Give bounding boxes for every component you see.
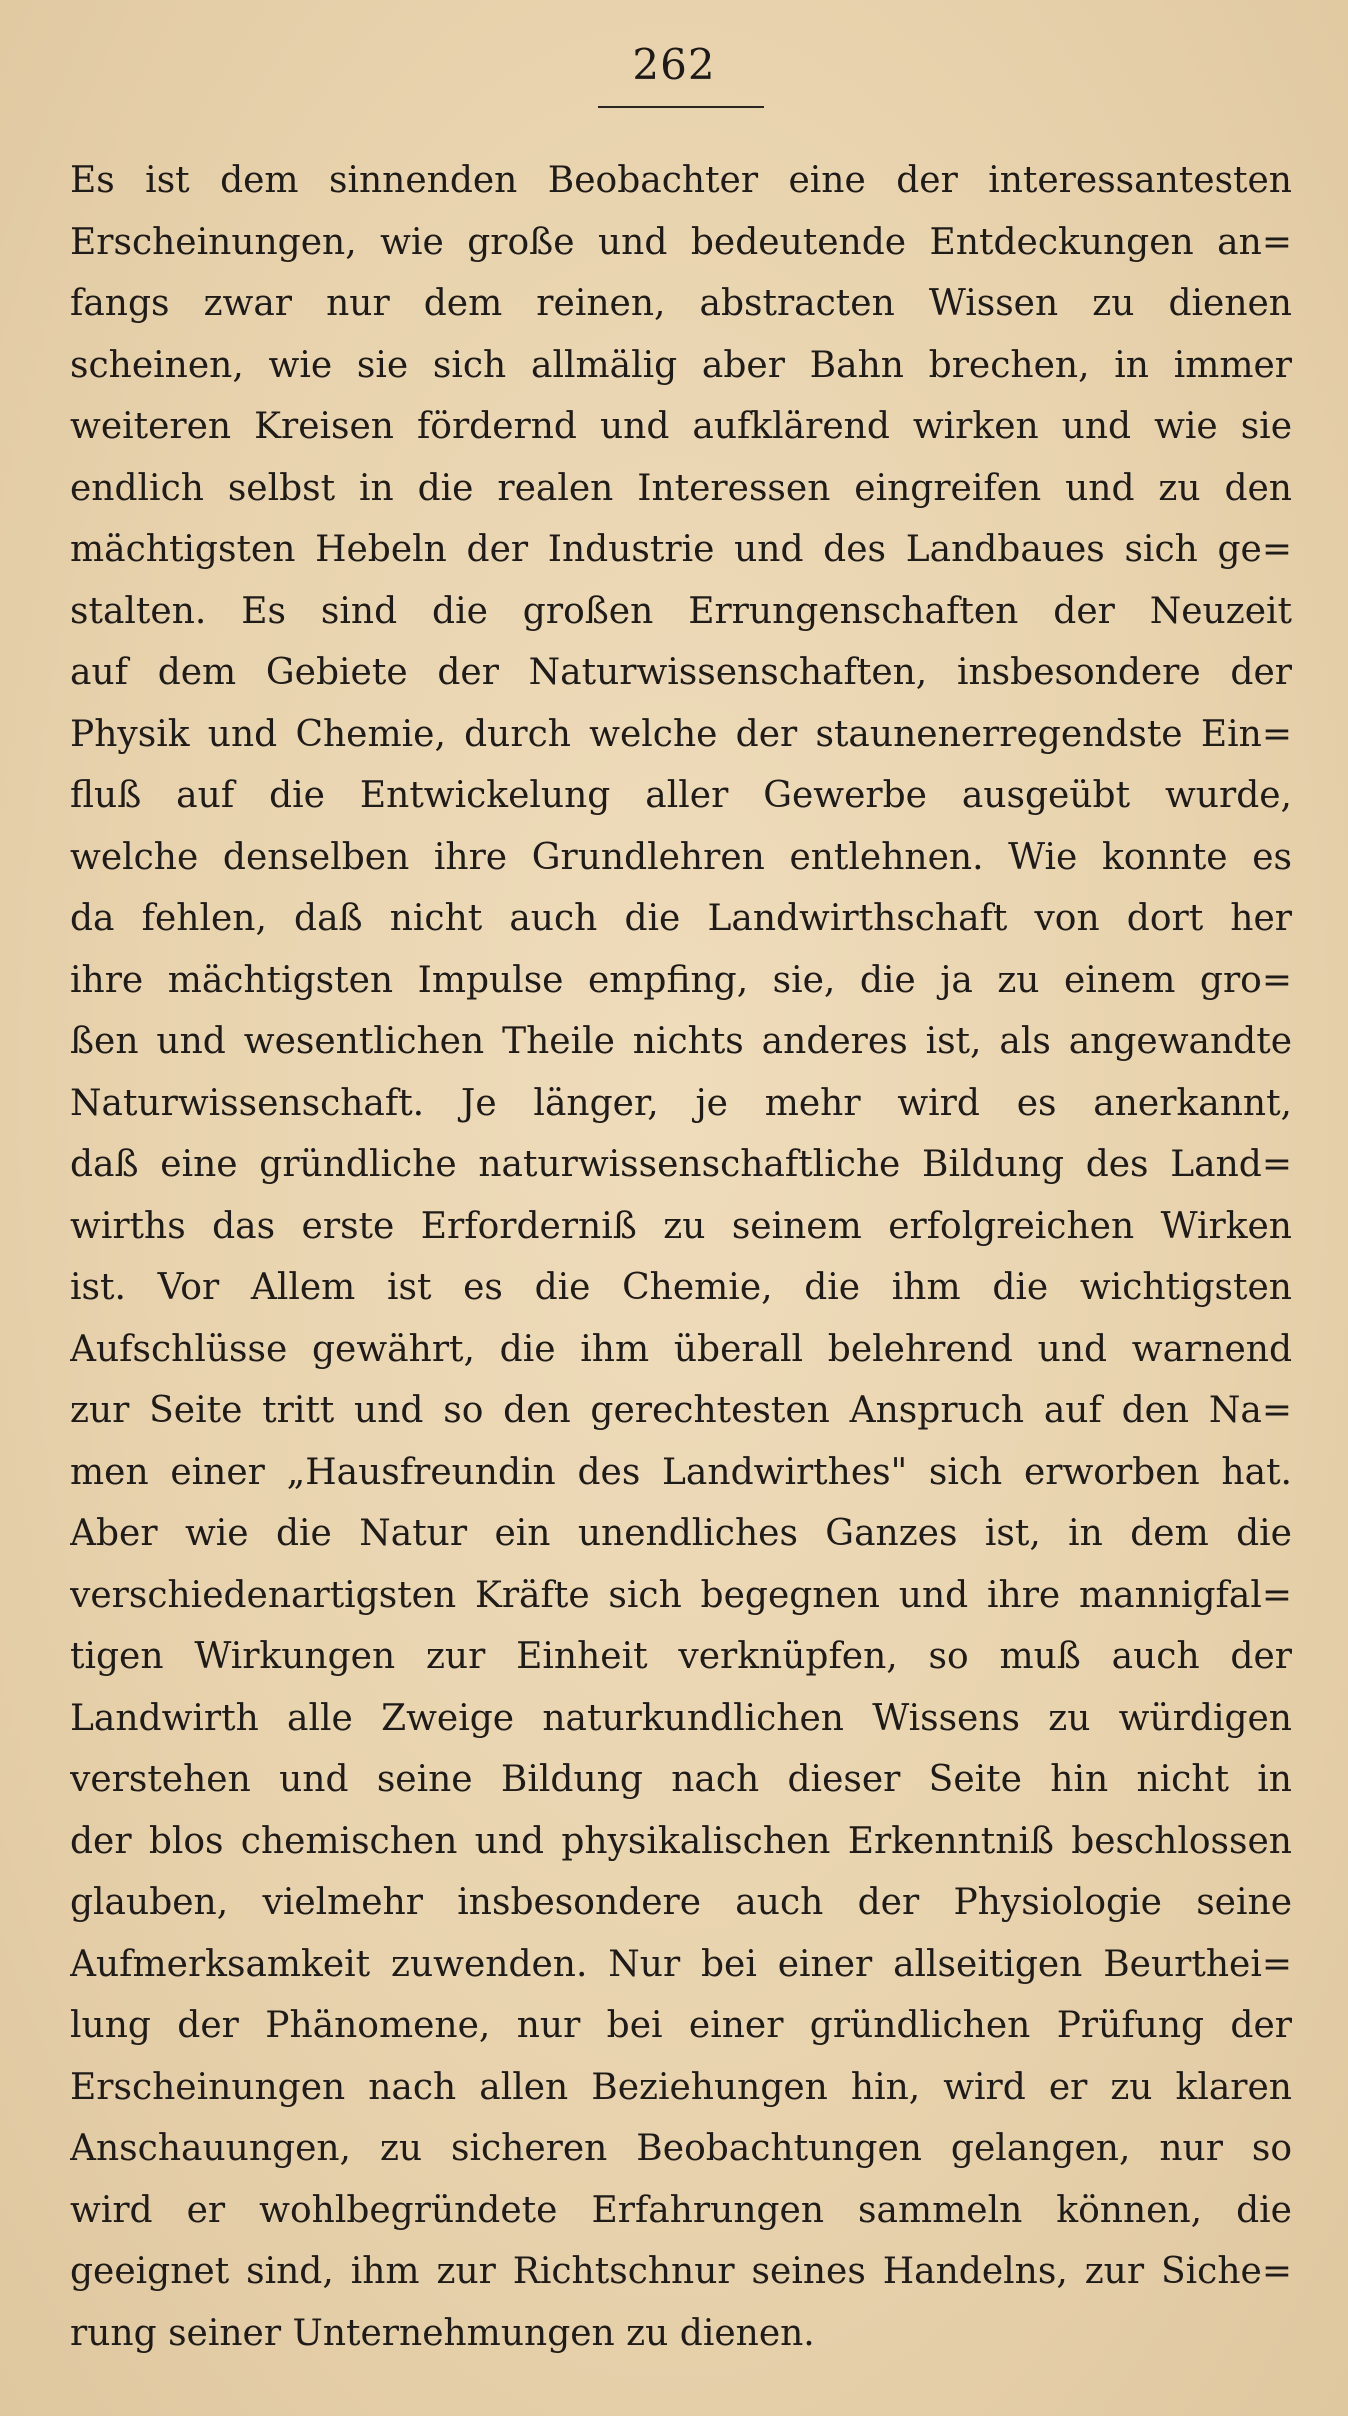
text-line: Anschauungen, zu sicheren Beobachtungen gelangen, nur so [70,2128,1292,2169]
text-line: Aufschlüsse gewährt, die ihm überall belehrend und warnend [70,1328,1292,1370]
text-line: Es ist dem sinnenden Beobachter eine der interessantesten [70,160,1292,201]
text-line: Landwirth alle Zweige naturkundlichen Wissens zu würdigen [70,1697,1292,1739]
text-line: auf dem Gebiete der Naturwissenschaften, insbesondere der [70,652,1292,693]
text-line: verstehen und seine Bildung nach dieser Seite hin nicht in [70,1759,1292,1800]
text-line: verschiedenartigsten Kräfte sich begegnen und ihre mannigfal= [70,1574,1292,1616]
text-line: glauben, vielmehr insbesondere auch der Physiologie seine [70,1882,1292,1923]
text-line: stalten. Es sind die großen Errungenschaften der Neuzeit [70,590,1292,632]
text-line: Aufmerksamkeit zuwenden. Nur bei einer allseitigen Beurthei= [70,1943,1292,1985]
text-line: fluß auf die Entwickelung aller Gewerbe ausgeübt wurde, [70,775,1292,816]
page-number-rule [598,106,764,108]
text-line: da fehlen, daß nicht auch die Landwirthschaft von dort her [70,898,1292,939]
text-line: daß eine gründliche naturwissenschaftliche Bildung des Land= [70,1144,1292,1185]
text-line: zur Seite tritt und so den gerechtesten Anspruch auf den Na= [70,1390,1292,1431]
text-line: scheinen, wie sie sich allmälig aber Bahn brechen, in immer [70,344,1292,386]
text-line: endlich selbst in die realen Interessen eingreifen und zu den [70,467,1292,509]
text-line: men einer „Hausfreundin des Landwirthes" sich erworben hat. [70,1451,1292,1493]
text-line: wird er wohlbegründete Erfahrungen sammeln können, die [70,2189,1292,2231]
text-line: der blos chemischen und physikalischen Erkenntniß beschlossen [70,1820,1292,1862]
body-text [70,150,1292,2364]
text-line: welche denselben ihre Grundlehren entlehnen. Wie konnte es [70,836,1292,878]
text-line: wirths das erste Erforderniß zu seinem erfolgreichen Wirken [70,1205,1292,1247]
text-line: lung der Phänomene, nur bei einer gründlichen Prüfung der [70,2005,1292,2046]
text-line: mächtigsten Hebeln der Industrie und des Landbaues sich ge= [70,529,1292,570]
text-line: rung seiner Unternehmungen zu dienen. [70,2312,815,2354]
page-number: 262 [632,40,716,89]
text-line: weiteren Kreisen fördernd und aufklärend wirken und wie sie [70,406,1292,447]
text-line: geeignet sind, ihm zur Richtschnur seines Handelns, zur Siche= [70,2251,1292,2292]
text-line: Aber wie die Natur ein unendliches Ganzes ist, in dem die [70,1513,1292,1554]
text-line: tigen Wirkungen zur Einheit verknüpfen, so muß auch der [70,1636,1292,1677]
text-line: ßen und wesentlichen Theile nichts anderes ist, als angewandte [70,1021,1292,1062]
text-line: Erscheinungen nach allen Beziehungen hin, wird er zu klaren [70,2066,1292,2108]
text-line: ist. Vor Allem ist es die Chemie, die ihm die wichtigsten [70,1267,1292,1308]
text-line: ihre mächtigsten Impulse empfing, sie, die ja zu einem gro= [70,959,1292,1001]
text-line: fangs zwar nur dem reinen, abstracten Wissen zu dienen [70,283,1292,324]
text-line: Erscheinungen, wie große und bedeutende Entdeckungen an= [70,221,1292,263]
text-line: Naturwissenschaft. Je länger, je mehr wird es anerkannt, [70,1082,1292,1124]
text-line: Physik und Chemie, durch welche der staunenerregendste Ein= [70,713,1292,755]
